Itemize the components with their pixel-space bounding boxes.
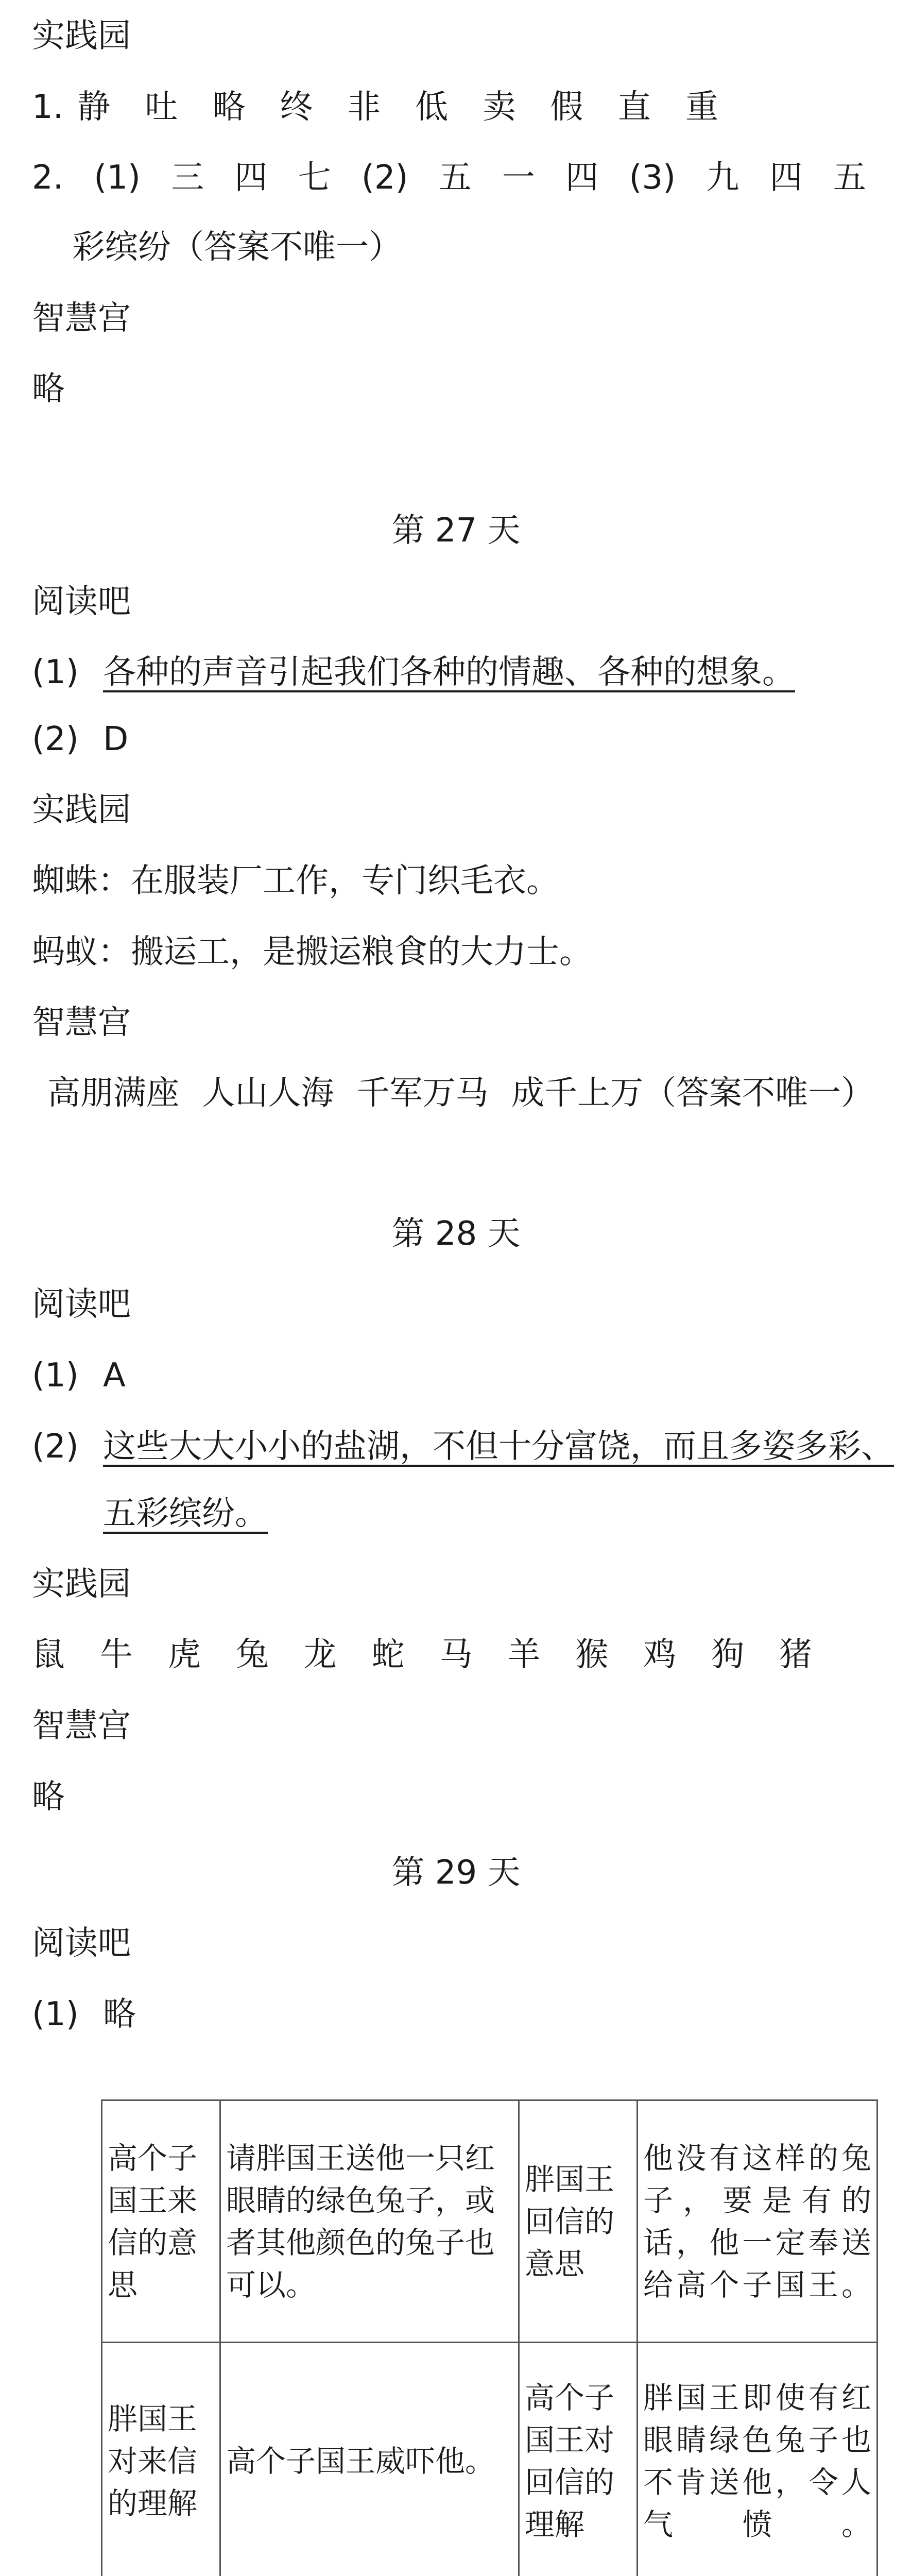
zodiac-char: 鸡 <box>643 1636 677 1674</box>
answer-char: 终 <box>280 88 313 126</box>
zodiac-char: 羊 <box>507 1636 541 1674</box>
answer-char: 五 <box>833 159 866 197</box>
sub-number: (3) <box>629 159 676 197</box>
zodiac-char: 狗 <box>711 1636 745 1674</box>
answer-text: A <box>103 1357 126 1395</box>
answer-char: 略 <box>212 88 246 126</box>
heading-reading: 阅读吧 <box>32 1924 131 1962</box>
question-number: (2) <box>32 1428 79 1466</box>
heading-wisdom: 智慧宫 <box>32 1707 131 1745</box>
answer-char: 四 <box>769 159 803 197</box>
answer-row-numbers <box>32 157 866 198</box>
heading-practice: 实践园 <box>32 791 131 829</box>
table-cell: 胖国王回信的意思 <box>519 2100 638 2343</box>
answer-char: 非 <box>347 88 381 126</box>
table-cell: 高个子国王对回信的理解 <box>519 2343 638 2576</box>
table-row <box>102 2100 877 2343</box>
zodiac-row <box>32 1634 812 1675</box>
answer-char: 重 <box>685 88 718 126</box>
zodiac-char: 猴 <box>575 1636 609 1674</box>
table-cell: 高个子国王威吓他。 <box>220 2343 519 2576</box>
answer-text: 蜘蛛：在服装厂工作，专门织毛衣。 <box>32 862 559 900</box>
heading-wisdom: 智慧宫 <box>32 299 131 337</box>
question-number: (1) <box>32 1995 79 2033</box>
idiom: 高朋满座 <box>47 1074 179 1112</box>
answer-text: 略 <box>103 1995 136 2033</box>
question-number: 1. <box>32 88 64 126</box>
answer-char: 七 <box>298 159 331 197</box>
answer-char: 九 <box>706 159 739 197</box>
day-title: 第 28 天 <box>391 1215 521 1253</box>
answer-char: 静 <box>77 88 110 126</box>
answer-text: 略 <box>32 370 65 408</box>
answer-text: D <box>103 720 129 758</box>
question-number: (2) <box>32 720 79 758</box>
answer-char: 假 <box>550 88 583 126</box>
idiom: 成千上万（答案不唯一） <box>511 1074 874 1112</box>
kings-table <box>101 2099 878 2576</box>
answer-underlined: 各种的声音引起我们各种的情趣、各种的想象。 <box>103 653 795 691</box>
idiom: 人山人海 <box>202 1074 334 1112</box>
zodiac-char: 马 <box>439 1636 473 1674</box>
zodiac-char: 猪 <box>779 1636 812 1674</box>
answer-underlined: 五彩缤纷。 <box>103 1495 268 1533</box>
zodiac-char: 鼠 <box>32 1636 65 1674</box>
answer-char: 卖 <box>483 88 516 126</box>
table-cell: 他没有这样的兔子，要是有的话，他一定奉送给高个子国王。 <box>638 2100 877 2343</box>
answer-char: 四 <box>565 159 599 197</box>
zodiac-char: 虎 <box>167 1636 201 1674</box>
idiom: 千军万马 <box>356 1074 489 1112</box>
answer-char: 三 <box>171 159 204 197</box>
zodiac-char: 蛇 <box>371 1636 405 1674</box>
sub-number: (2) <box>361 159 408 197</box>
day-title: 第 29 天 <box>391 1854 521 1892</box>
answer-char: 一 <box>502 159 536 197</box>
heading-practice: 实践园 <box>32 17 131 55</box>
answer-char: 五 <box>438 159 472 197</box>
answer-text: 蚂蚁：搬运工，是搬运粮食的大力士。 <box>32 933 592 971</box>
answer-char: 直 <box>617 88 651 126</box>
sub-number: (1) <box>94 159 141 197</box>
answer-char: 四 <box>234 159 268 197</box>
idiom-row <box>47 1073 874 1114</box>
table-cell: 胖国王对来信的理解 <box>102 2343 220 2576</box>
heading-reading: 阅读吧 <box>32 1285 131 1324</box>
answer-text: 略 <box>32 1778 65 1816</box>
answer-underlined: 这些大大小小的盐湖，不但十分富饶，而且多姿多彩、 <box>103 1428 894 1466</box>
zodiac-char: 龙 <box>303 1636 337 1674</box>
question-number: (1) <box>32 653 79 691</box>
answer-continuation: 彩缤纷（答案不唯一） <box>72 228 402 266</box>
question-number: (1) <box>32 1357 79 1395</box>
answer-row-characters <box>77 87 718 128</box>
zodiac-char: 兔 <box>235 1636 269 1674</box>
zodiac-char: 牛 <box>99 1636 133 1674</box>
table-cell: 请胖国王送他一只红眼睛的绿色兔子，或者其他颜色的兔子也可以。 <box>220 2100 519 2343</box>
table-cell: 胖国王即使有红眼睛绿色兔子也不肯送他，令人气愤。 <box>638 2343 877 2576</box>
table-row <box>102 2343 877 2576</box>
table-cell: 高个子国王来信的意思 <box>102 2100 220 2343</box>
question-number: 2. <box>32 159 64 197</box>
answer-char: 吐 <box>145 88 178 126</box>
heading-reading: 阅读吧 <box>32 583 131 621</box>
heading-wisdom: 智慧宫 <box>32 1004 131 1042</box>
day-title: 第 27 天 <box>391 512 521 550</box>
answer-char: 低 <box>415 88 449 126</box>
heading-practice: 实践园 <box>32 1565 131 1603</box>
